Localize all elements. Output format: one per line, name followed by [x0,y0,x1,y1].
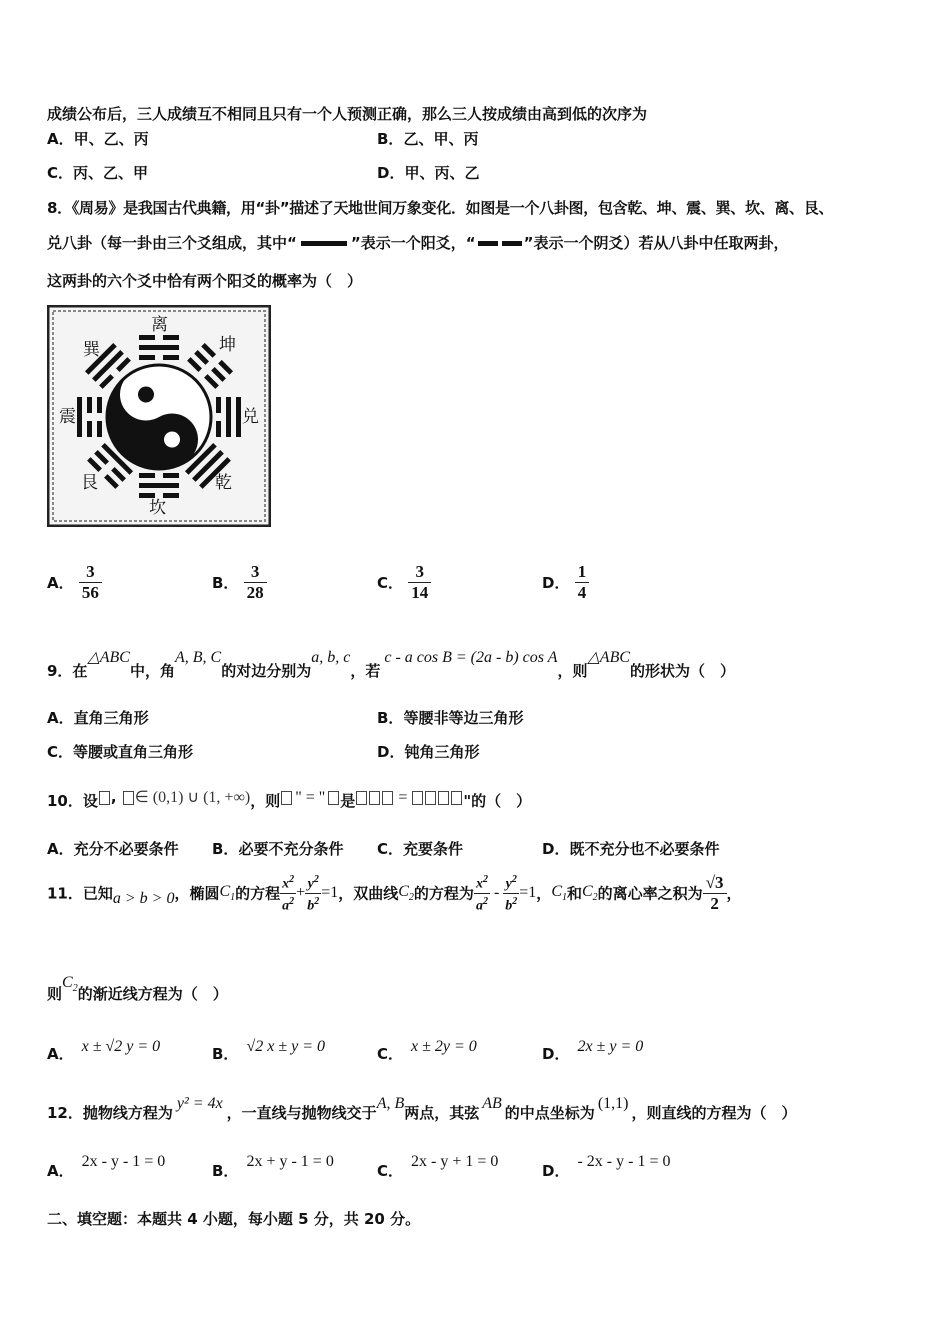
option-a: A． x ± √2 y = 0 [47,1038,161,1063]
option-c: C． $\frac{3}{14}$ [377,562,431,603]
question-12: 12．抛物线方程为y² = 4x，一直线与抛物线交于A, B两点，其弦AB的中点坐标为(1,1)，则直线的方程为（ ） [47,1095,797,1122]
option-d: D．既不充分也不必要条件 [542,840,720,858]
yang-yao-icon [301,241,347,246]
fraction: $\frac{3}{28}$ [244,562,267,603]
trigram-label-zhen: 震 [59,407,76,427]
option-a: A． $\frac{3}{56}$ [47,562,102,603]
trigram-label-dui: 兑 [242,407,259,427]
option-c: C．丙、乙、甲 [47,164,149,182]
option-b: B．必要不充分条件 [212,840,344,858]
bagua-diagram [47,305,271,527]
option-c: C．等腰或直角三角形 [47,743,194,761]
trigram-label-gen: 艮 [81,473,98,493]
trigram-label-kan: 坎 [149,498,166,518]
question-9: 9．在△ABC中，角A, B, C的对边分别为a, b, c，若c - a cos B = (2a - b) cos A，则△ABC的形状为（ ） [47,649,736,680]
fraction: $\frac{3}{56}$ [79,562,102,603]
question-8-line1: 8．《周易》是我国古代典籍，用“卦”描述了天地世间万象变化．如图是一个八卦图，包含乾、坤、震、巽、坎、离、艮、 [47,199,834,217]
question-8-line2: 兑八卦（每一卦由三个爻组成，其中“ ”表示一个阳爻，“ ”表示一个阴爻）若从八卦中任取两卦， [47,234,789,252]
option-d: D．钝角三角形 [377,743,480,761]
option-a: A．2x - y - 1 = 0 [47,1153,166,1180]
trigram-label-xun: 巽 [83,340,100,360]
question-11: 11．已知a > b > 0，椭圆$C_1$的方程 $\frac{x^2}{a^2}$ + $\frac{y^2}{b^2}$ =1，双曲线$C_2$的方程为 $\frac{x^2}{a^2}$ - $\frac{y^2}{b^2}$ =1，$C_1$和$C_2$的离心率之积为 $\frac{√3}{2}$ ， [47,872,742,914]
option-b: B．乙、甲、丙 [377,130,479,148]
section-heading: 二、填空题：本题共 4 小题，每小题 5 分，共 20 分。 [47,1210,421,1228]
question-11-line2: 则$C_2$的渐近线方程为（ ） [47,974,228,1003]
trigram-label-kun: 坤 [219,335,236,355]
option-a: A．直角三角形 [47,709,149,727]
fraction: $\frac{1}{4}$ [575,562,590,603]
question-text: 成绩公布后，三人成绩互不相同且只有一个人预测正确，那么三人按成绩由高到低的次序为 [47,105,648,123]
question-8-line3: 这两卦的六个爻中恰有两个阳爻的概率为（ ） [47,272,363,290]
option-d: D．甲、丙、乙 [377,164,480,182]
trigram-label-qian: 乾 [215,473,232,493]
yin-yao-icon [478,241,498,246]
option-b: B． $\frac{3}{28}$ [212,562,267,603]
bagua-figure [47,305,271,527]
trigram-label-li: 离 [151,315,168,335]
option-c: C．充要条件 [377,840,464,858]
option-d: D． $\frac{1}{4}$ [542,562,589,603]
option-d: D． 2x ± y = 0 [542,1038,644,1063]
option-c: C．2x - y + 1 = 0 [377,1153,499,1180]
question-10: 10．设 , ∈ (0,1) ∪ (1, +∞)，则 " = " 是 = "的（ ） [47,788,532,810]
option-b: B． √2 x ± y = 0 [212,1038,325,1063]
option-c: C． x ± 2y = 0 [377,1038,477,1063]
option-a: A．充分不必要条件 [47,840,179,858]
option-b: B．等腰非等边三角形 [377,709,524,727]
option-b: B．2x + y - 1 = 0 [212,1153,334,1180]
fraction: $\frac{3}{14}$ [408,562,431,603]
option-a: A．甲、乙、丙 [47,130,149,148]
option-d: D．- 2x - y - 1 = 0 [542,1153,671,1180]
yin-yao-icon [502,241,522,246]
